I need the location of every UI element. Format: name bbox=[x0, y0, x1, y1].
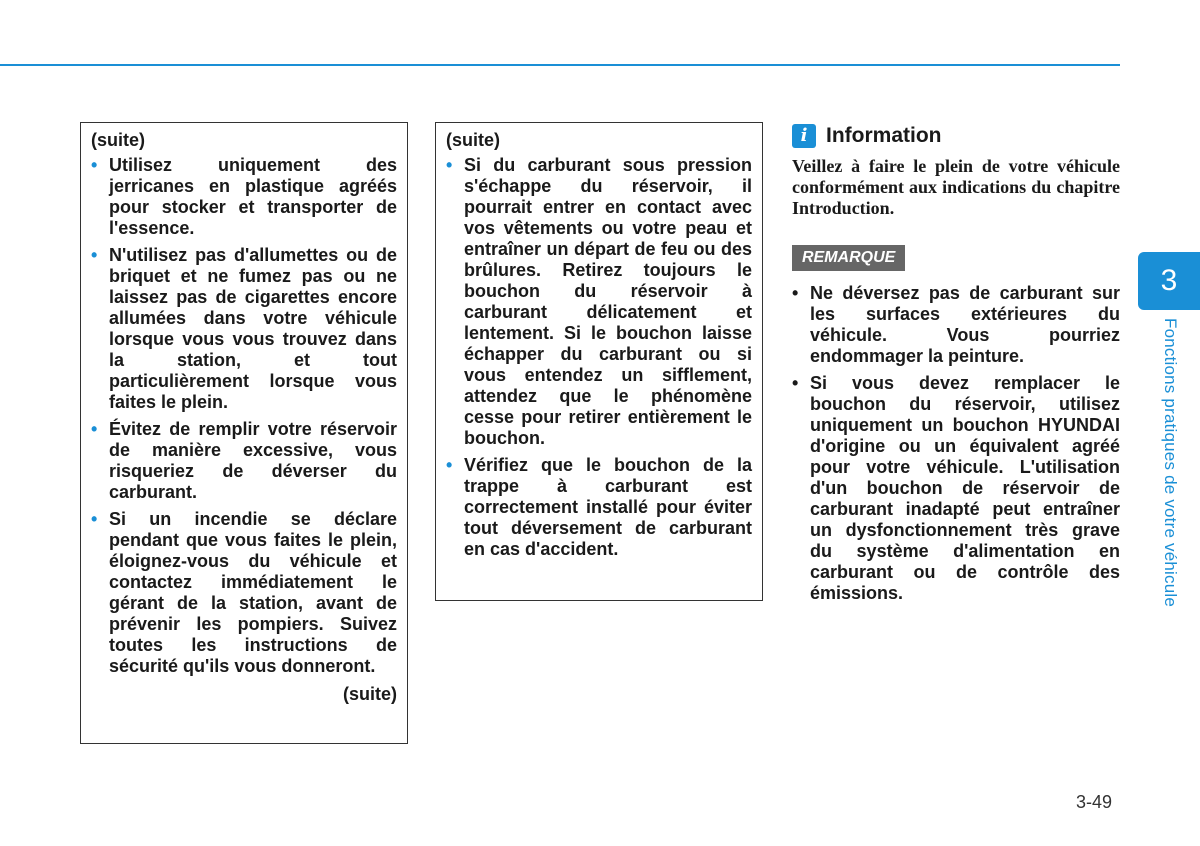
list-item: • Ne déversez pas de carburant sur les surfaces extérieures du véhicule. Vous pourriez endommager la peinture. bbox=[792, 283, 1120, 366]
bullet-icon: • bbox=[792, 373, 799, 393]
remarque-list bbox=[792, 283, 1120, 604]
list-item: • Si du carburant sous pression s'échappe du réservoir, il pourrait entrer en contact avec vos vêtements ou votre peau et entraîner un départ de feu ou des brûlures. Retirez toujours le bouchon du réservoir à carburant délicatement et lentement. Si le bouchon laisse échapper du carburant ou si vous entendez un sifflement, attendez que le phénomène cesse pour retirer entièrement le bouchon. bbox=[446, 155, 752, 448]
suite-heading: (suite) bbox=[446, 130, 500, 150]
list-item: • Utilisez uniquement des jerricanes en plastique agréés pour stocker et transporter de l'essence. bbox=[91, 155, 397, 238]
list-item: • Vérifiez que le bouchon de la trappe à carburant est correctement installé pour éviter tout déversement de carburant en cas d'accident. bbox=[446, 455, 752, 559]
list-item: • Évitez de remplir votre réservoir de manière excessive, vous risqueriez de déverser du carburant. bbox=[91, 419, 397, 502]
info-icon: i bbox=[792, 124, 816, 148]
page-number: 3-49 bbox=[1076, 792, 1113, 812]
information-title: Information bbox=[826, 124, 942, 147]
warning-list bbox=[446, 155, 752, 560]
suite-heading: (suite) bbox=[91, 130, 145, 150]
information-text: Veillez à faire le plein de votre véhicule conformément aux indications du chapitre Introduction. bbox=[792, 156, 1120, 218]
bullet-icon: • bbox=[91, 245, 98, 265]
chapter-tab: 3 bbox=[1138, 252, 1200, 310]
bullet-icon: • bbox=[91, 419, 98, 439]
list-item: • N'utilisez pas d'allumettes ou de briquet et ne fumez pas ou ne laissez pas de cigarettes encore allumées dans votre véhicule lorsque vous vous trouvez dans la station, et tout particulièrement lorsque vous faites le plein. bbox=[91, 245, 397, 412]
information-column bbox=[792, 122, 1120, 610]
remarque-badge: REMARQUE bbox=[792, 245, 905, 271]
chapter-label: Fonctions pratiques de votre véhicule bbox=[1161, 318, 1180, 608]
warning-box-continued-2 bbox=[435, 122, 763, 601]
list-item: • Si vous devez remplacer le bouchon du réservoir, utilisez uniquement un bouchon HYUNDAI d'origine ou un équivalent agréé pour votre véhicule. L'utilisation d'un bouchon de réservoir de carburant inadapté peut entraîner un dysfonctionnement très grave du système d'alimentation en carburant ou de contrôle des émissions. bbox=[792, 373, 1120, 603]
bullet-icon: • bbox=[446, 155, 453, 175]
bullet-icon: • bbox=[446, 455, 453, 475]
list-item: • Si un incendie se déclare pendant que vous faites le plein, éloignez-vous du véhicule et contactez immédiatement le gérant de la station, avant de prévenir les pompiers. Suivez toutes les instructions de sécurité qu'ils vous donneront. bbox=[91, 509, 397, 676]
top-rule bbox=[0, 64, 1120, 66]
bullet-icon: • bbox=[792, 283, 799, 303]
suite-footer: (suite) bbox=[343, 684, 397, 704]
warning-box-continued bbox=[80, 122, 408, 744]
bullet-icon: • bbox=[91, 155, 98, 175]
warning-list bbox=[91, 155, 397, 677]
information-header bbox=[792, 122, 1120, 150]
bullet-icon: • bbox=[91, 509, 98, 529]
